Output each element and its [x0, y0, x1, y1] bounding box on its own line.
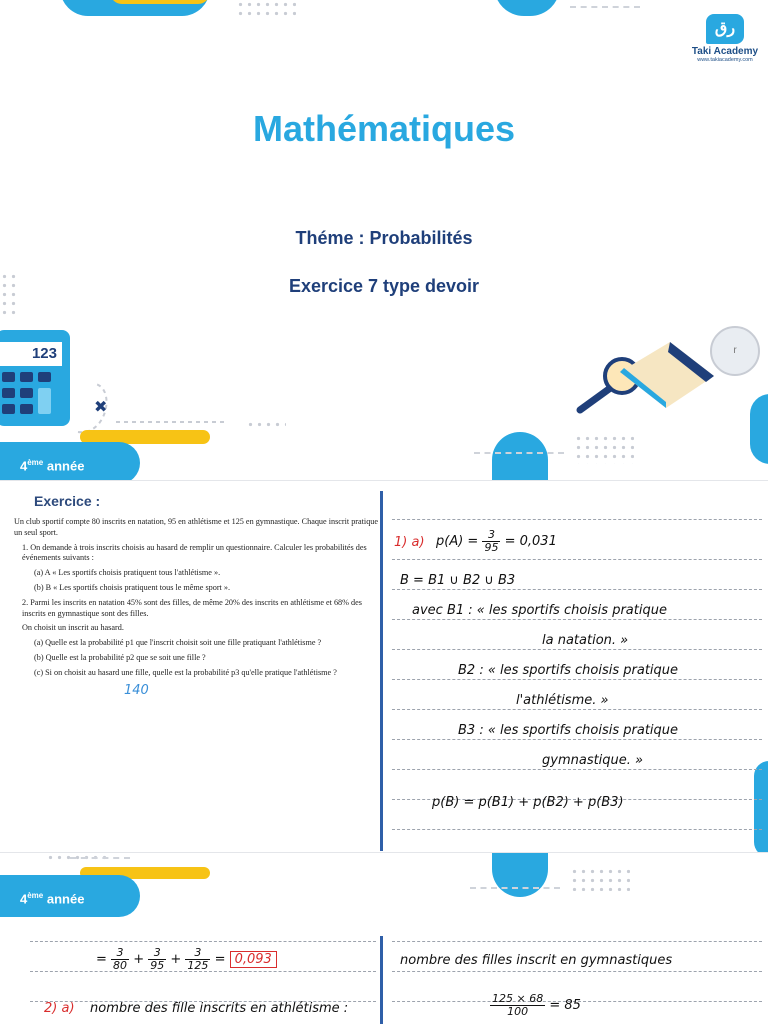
boxed-result: 0,093: [230, 951, 277, 968]
question-1a: (a) A « Les sportifs choisis pratiquent tous l'athlétisme ».: [34, 568, 221, 578]
right-arrow-line: [474, 452, 564, 454]
question-2c: (c) Si on choisit au hasard une fille, quelle est la probabilité p3 qu'elle pratique l'athlétisme ?: [34, 667, 337, 677]
hw-pa: p(A) =: [436, 534, 479, 549]
ruled-line: [392, 829, 762, 830]
ruled-line: [392, 739, 762, 740]
right-fraction-den: 100: [507, 1005, 529, 1018]
svg-text:✖: ✖: [94, 397, 108, 416]
ruled-line: [392, 649, 762, 650]
clock-icon: [710, 326, 760, 376]
hw-label-1a: 1) a): [394, 535, 425, 550]
hw-fraction-den: 95: [484, 541, 499, 554]
page2-q2a-text: nombre des fille inscrits en athlétisme :: [90, 1001, 349, 1016]
logo-name: Taki Academy: [691, 46, 759, 57]
exercise-title: Exercice 7 type devoir: [288, 276, 480, 296]
top-left-yellow-shape: [110, 0, 210, 4]
hw-line-1: [436, 529, 557, 554]
question-2b: (b) Quelle est la probabilité p2 que se soit une fille ?: [34, 652, 206, 662]
question-2: 2. Parmi les inscrits en natation 45% sont des filles, de même 20% des inscrits en athlétisme et 68% des inscrits en gymnastique sont des filles.: [22, 597, 362, 618]
calc-key: [20, 404, 33, 414]
page2-grade-badge: [0, 875, 140, 917]
page-title: Mathématiques: [252, 108, 516, 149]
calc-key: [38, 372, 51, 382]
fraction-1-num: 3: [111, 947, 129, 960]
ruled-line: [392, 709, 762, 710]
fraction-3: [185, 947, 210, 972]
clock-label: r: [733, 345, 737, 356]
page2-grade-suffix: ème: [27, 891, 44, 900]
eq-prefix: =: [96, 952, 107, 967]
fraction-2: [148, 947, 166, 972]
page2-grade-word: année: [46, 891, 85, 907]
exercise-text: [14, 517, 380, 679]
fraction-2-den: 95: [150, 959, 165, 972]
question-1: 1. On demande à trois inscrits choisis au hasard de remplir un questionnaire. Calculer les probabilités des événements suivants :: [22, 542, 367, 563]
cover-page: [0, 0, 768, 480]
top-right-blue-shape: [494, 0, 560, 16]
exercise-intro: Un club sportif compte 80 inscrits en natation, 95 en athlétisme et 125 en gymnastique. Chaque inscrit pratique un seul sport.: [14, 517, 379, 537]
exercise-heading: Exercice :: [34, 493, 101, 509]
left-dots: [0, 272, 18, 316]
page2-grade-number: 4: [20, 891, 28, 907]
ruled-line: [392, 679, 762, 680]
page2-ruled-line: [392, 941, 762, 942]
calc-key-equals: [38, 388, 51, 414]
calc-key: [2, 372, 15, 382]
far-right-blue-shape: [750, 394, 768, 464]
exercise-statement: [14, 493, 380, 698]
page2-ruled-line: [392, 971, 762, 972]
grade-suffix: ème: [27, 458, 44, 467]
top-arrow-line: [570, 6, 640, 8]
ruled-line: [392, 559, 762, 560]
grade-number: 4: [20, 458, 28, 474]
question-1b: (b) B « Les sportifs choisis pratiquent tous le même sport ».: [34, 582, 231, 592]
hw-line-6: l'athlétisme. »: [516, 693, 609, 708]
question-2-sub: On choisit un inscrit au hasard.: [22, 623, 124, 633]
right-fraction-num: 125 × 68: [492, 992, 544, 1005]
calc-key: [20, 388, 33, 398]
page2-label-2a: 2) a): [44, 1001, 75, 1016]
exercise-page: [0, 480, 768, 852]
hw-line-9: p(B) = p(B1) + p(B2) + p(B3): [432, 795, 624, 810]
plus-1: +: [133, 952, 145, 967]
hw-value: = 0,031: [504, 534, 557, 549]
second-page: [0, 852, 768, 1024]
page2-right-text: nombre des filles inscrit en gymnastiques: [400, 953, 673, 968]
right-value: = 85: [549, 998, 581, 1013]
hw-fraction: [482, 529, 500, 554]
calc-key: [20, 372, 33, 382]
ruled-line: [392, 769, 762, 770]
calc-key: [2, 404, 15, 414]
hw-line-3: avec B1 : « les sportifs choisis pratique: [412, 603, 667, 618]
logo-mark: ﺭﻕ: [706, 14, 744, 44]
hw-line-8: gymnastique. »: [542, 753, 644, 768]
logo-url: www.takiacademy.com: [697, 57, 753, 63]
page2-right-blue-shape: [492, 852, 548, 897]
hw-line-5: B2 : « les sportifs choisis pratique: [458, 663, 679, 678]
ruled-line: [392, 519, 762, 520]
fraction-2-num: 3: [148, 947, 166, 960]
calculator-icon: [0, 330, 70, 426]
grade-badge: [0, 442, 140, 480]
times-symbol-icon: [76, 380, 226, 436]
fraction-3-den: 125: [187, 959, 209, 972]
top-dots: [236, 0, 296, 18]
page2-left-arrow-line: [70, 857, 130, 859]
right-blue-shape: [492, 432, 548, 480]
theme-title: Théme : Probabilités: [295, 228, 473, 248]
handwritten-solution: [392, 505, 762, 835]
plus-2: +: [170, 952, 182, 967]
page2-equation: [96, 947, 277, 972]
page2-column-divider: [380, 936, 383, 1024]
calculator-display: 123: [0, 342, 62, 366]
calc-key: [2, 388, 15, 398]
right-fraction: [490, 993, 545, 1018]
question-2a: (a) Quelle est la probabilité p1 que l'inscrit choisit soit une fille pratiquant l'athlétisme ?: [34, 638, 322, 648]
equals: =: [214, 952, 226, 967]
page2-ruled-line: [30, 941, 376, 942]
ruled-line: [392, 589, 762, 590]
ruled-line: [392, 619, 762, 620]
column-divider: [380, 491, 383, 851]
taki-academy-logo: [688, 14, 762, 63]
page2-right-equation: [490, 993, 581, 1018]
fraction-1-den: 80: [113, 959, 128, 972]
hw-line-7: B3 : « les sportifs choisis pratique: [458, 723, 679, 738]
book-icon: [610, 332, 720, 412]
middle-dots: [246, 420, 286, 430]
hw-fraction-num: 3: [482, 529, 500, 542]
hw-line-2: B = B1 ∪ B2 ∪ B3: [400, 573, 516, 588]
page2-right-dots: [570, 867, 630, 891]
right-dots: [574, 434, 634, 464]
grade-word: année: [46, 458, 85, 474]
fraction-1: [111, 947, 129, 972]
fraction-3-num: 3: [185, 947, 210, 960]
ink-annotation: 140: [124, 682, 149, 698]
page2-right-arrow-line: [470, 887, 560, 889]
hw-line-4: la natation. »: [542, 633, 629, 648]
